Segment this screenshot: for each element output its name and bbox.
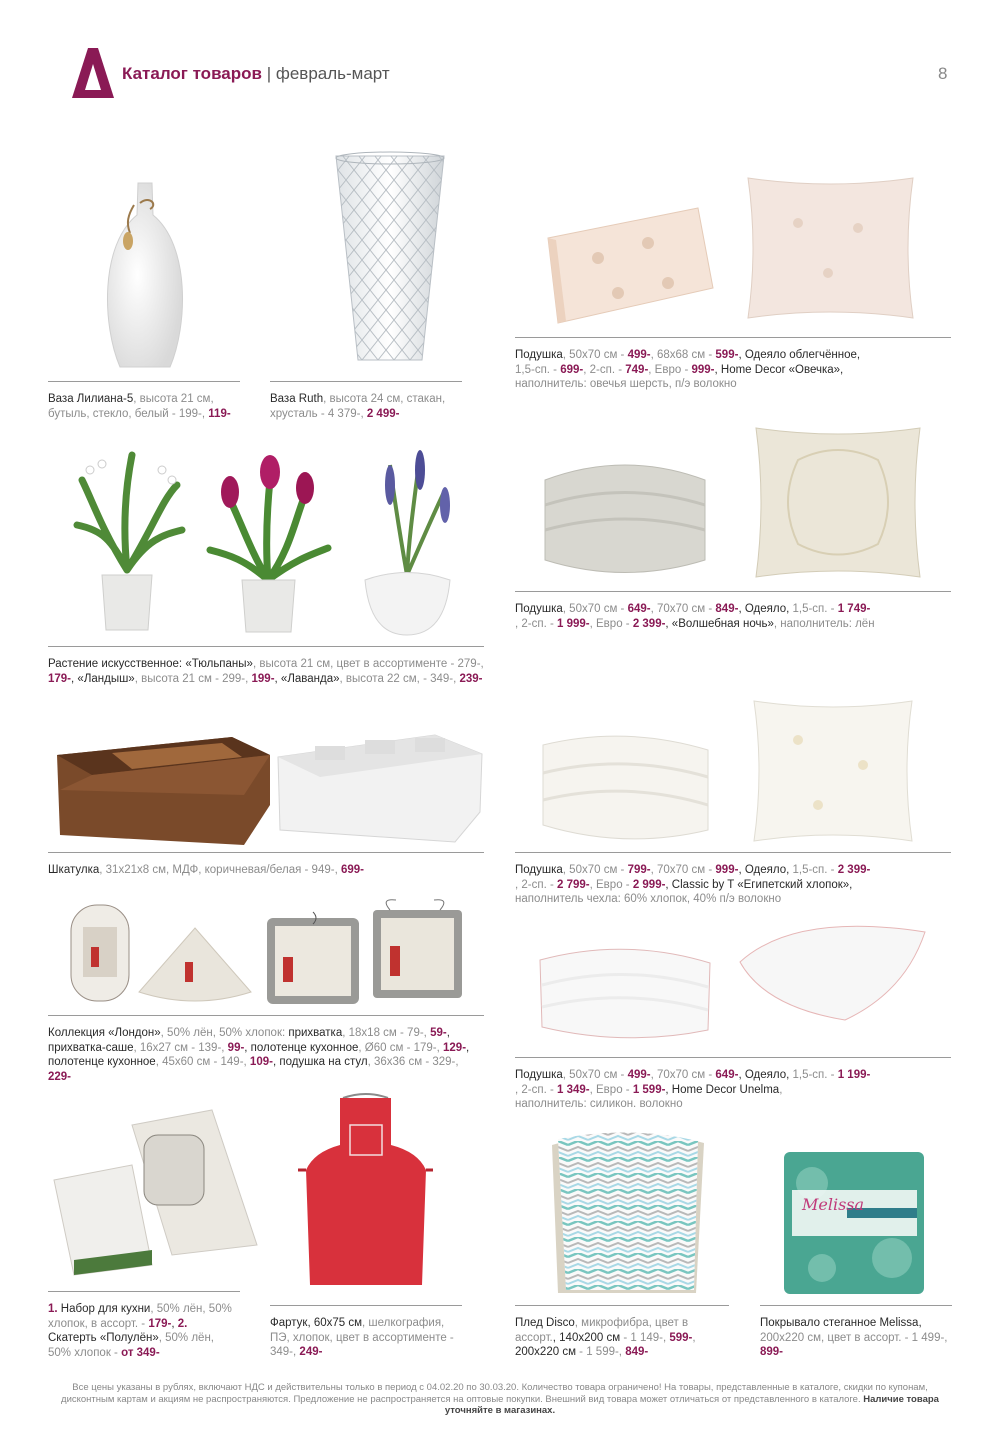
- divider: [515, 337, 951, 338]
- pillow-volshebnaya-noch-image: [748, 420, 928, 585]
- caption-text: ,: [171, 1317, 178, 1330]
- caption-text: 59-: [430, 1027, 447, 1039]
- plaid-disco-image: [548, 1125, 708, 1295]
- plant-landysh-image: [62, 440, 192, 635]
- caption-pillow-volshebnaya-noch: [515, 602, 935, 631]
- caption-text: , подушка на стул: [272, 1056, 368, 1069]
- caption-text: , 2-сп. -: [515, 878, 558, 891]
- caption-plants: [48, 657, 484, 686]
- caption-text: Растение искусственное: «Тюльпаны»: [48, 658, 253, 670]
- caption-text: , высота 22 см, - 349-,: [339, 672, 460, 685]
- caption-plaid-disco: [515, 1316, 729, 1360]
- caption-text: , Евро -: [648, 363, 692, 376]
- caption-text: Подушка: [515, 603, 563, 615]
- footer-bold: Наличие товара уточняйте в магазинах.: [444, 1393, 939, 1416]
- divider: [515, 852, 951, 853]
- caption-text: 2 399-: [837, 864, 871, 876]
- caption-text: 1 199-: [837, 1069, 871, 1081]
- caption-text: , 70х70 см -: [650, 603, 716, 615]
- caption-text: 2 399-: [632, 617, 666, 630]
- caption-kitchen-set: [48, 1302, 236, 1360]
- header-title: Каталог товаров: [122, 64, 262, 83]
- divider: [48, 1291, 240, 1292]
- london-towel-round-image: [135, 922, 255, 1010]
- caption-text: , прихватка-саше: [48, 1027, 450, 1054]
- caption-text: , высота 21 см - 299-,: [134, 672, 252, 685]
- london-oven-mitt-image: [65, 897, 135, 1005]
- caption-text: 2 499-: [366, 407, 400, 420]
- divider: [515, 1305, 729, 1306]
- caption-text: , 140х200 см: [552, 1331, 621, 1344]
- divider: [515, 591, 951, 592]
- caption-text: Скатерть «Полулён»: [48, 1332, 159, 1345]
- caption-vase-ruth: [270, 392, 460, 421]
- plant-lavanda-image: [345, 445, 470, 635]
- caption-text: Шкатулка: [48, 864, 100, 876]
- footer-disclaimer: [60, 1382, 940, 1417]
- box-brown-image: [52, 735, 274, 847]
- caption-text: ,: [918, 1317, 922, 1329]
- pillow-egyptian-cotton-image: [748, 695, 918, 847]
- caption-text: , наполнитель: лён: [773, 617, 875, 630]
- divider: [515, 1057, 951, 1058]
- caption-text: ,: [779, 1083, 783, 1096]
- plant-tulips-image: [200, 440, 335, 635]
- caption-text: Набор для кухни: [57, 1303, 151, 1315]
- divider: [760, 1305, 952, 1306]
- caption-text: 1,5-сп. -: [515, 363, 561, 376]
- caption-text: Фартук, 60х75 см: [270, 1317, 363, 1329]
- box-white-image: [275, 732, 485, 844]
- caption-text: наполнитель: силикон. волокно: [515, 1098, 683, 1111]
- kitchen-set-image: [52, 1105, 267, 1275]
- caption-text: 1,5-сп. -: [792, 1069, 838, 1081]
- caption-text: 1.: [48, 1303, 58, 1315]
- caption-text: , 70х70 см -: [650, 864, 716, 876]
- london-potholder-image: [263, 912, 363, 1007]
- caption-text: Подушка: [515, 349, 563, 361]
- vase-liliana-image: [90, 175, 200, 375]
- caption-london-collection: [48, 1026, 484, 1084]
- caption-text: 499-: [627, 349, 651, 361]
- caption-text: 849-: [625, 1346, 649, 1359]
- caption-text: 799-: [627, 864, 651, 876]
- caption-text: , 50% лён, 50% хлопок, в ассорт. -: [48, 1303, 232, 1330]
- caption-text: , 31х21х8 см, МДФ, коричневая/белая - 949-,: [99, 864, 341, 876]
- caption-text: 200х220 см: [515, 1346, 576, 1359]
- caption-pillow-ovechka: [515, 348, 935, 392]
- page-header: [122, 64, 390, 84]
- caption-text: 249-: [299, 1346, 323, 1359]
- apron-image: [298, 1090, 433, 1290]
- caption-text: 649-: [627, 603, 651, 615]
- caption-text: , Евро -: [589, 1083, 633, 1096]
- divider: [48, 381, 240, 382]
- brand-logo: [72, 48, 114, 98]
- caption-text: 1 749-: [837, 603, 871, 615]
- caption-text: , полотенце кухонное: [48, 1041, 470, 1069]
- caption-text: 1 349-: [557, 1083, 590, 1096]
- caption-text: , 18х18 см - 79-,: [342, 1027, 431, 1039]
- bedspread-melissa-image: [782, 1148, 927, 1298]
- caption-text: 999-: [715, 864, 739, 876]
- caption-text: , высота 21 см, бутыль, стекло, белый - 199-,: [48, 393, 214, 420]
- blanket-egyptian-cotton-image: [533, 725, 718, 850]
- caption-text: 99-: [227, 1041, 245, 1054]
- caption-bedspread-melissa: [760, 1316, 955, 1360]
- caption-text: , 50% лён, 50% хлопок -: [48, 1332, 214, 1359]
- caption-text: 119-: [208, 407, 231, 420]
- caption-text: , 45х60 см - 149-,: [155, 1056, 250, 1069]
- caption-text: 2 999-: [632, 878, 666, 891]
- caption-text: , 16х27 см - 139-,: [133, 1041, 228, 1054]
- caption-text: , Евро -: [589, 878, 633, 891]
- caption-pillow-egyptian-cotton: [515, 863, 935, 907]
- caption-text: , микрофибра, цвет в ассорт.: [515, 1317, 689, 1344]
- caption-text: , Одеяло,: [738, 1069, 793, 1081]
- caption-text: Ваза Ruth: [270, 393, 324, 405]
- caption-text: 179-: [148, 1317, 172, 1330]
- caption-box: [48, 863, 484, 878]
- caption-text: 749-: [625, 363, 649, 376]
- blanket-unelma-image: [530, 935, 720, 1047]
- london-chair-cushion-image: [370, 896, 465, 1000]
- page-number: 8: [938, 64, 948, 83]
- caption-text: , Евро -: [589, 617, 633, 630]
- caption-text: , Одеяло облегчённое,: [738, 349, 861, 361]
- caption-text: Подушка: [515, 1069, 563, 1081]
- blanket-volshebnaya-noch-image: [535, 450, 715, 585]
- caption-text: , 70х70 см -: [650, 1069, 716, 1081]
- caption-text: - 1 149-,: [620, 1331, 670, 1344]
- caption-text: , 50х70 см -: [562, 864, 628, 876]
- caption-text: , Home Decor Unelma: [665, 1083, 780, 1096]
- caption-vase-liliana: [48, 392, 243, 421]
- caption-text: , Ø60 см - 179-,: [358, 1041, 444, 1054]
- caption-text: 649-: [715, 1069, 739, 1081]
- pillow-ovechka-image: [738, 168, 923, 328]
- caption-text: , полотенце кухонное: [244, 1041, 359, 1054]
- vase-ruth-image: [330, 150, 450, 370]
- caption-text: 129-: [443, 1041, 467, 1054]
- caption-text: 1,5-сп. -: [792, 603, 838, 615]
- caption-text: наполнитель: овечья шерсть, п/э волокно: [515, 378, 737, 391]
- caption-text: 1,5-сп. -: [792, 864, 838, 876]
- caption-text: 599-: [669, 1331, 693, 1344]
- caption-text: 699-: [560, 363, 584, 376]
- caption-text: наполнитель чехла: 60% хлопок, 40% п/э волокно: [515, 893, 782, 906]
- caption-text: 499-: [627, 1069, 651, 1081]
- divider: [48, 646, 484, 647]
- caption-text: Коллекция «Лондон»: [48, 1027, 161, 1039]
- caption-text: , 68х68 см -: [650, 349, 716, 361]
- blanket-ovechka-image: [528, 198, 718, 328]
- caption-text: Подушка: [515, 864, 563, 876]
- divider: [270, 1305, 462, 1306]
- caption-text: от 349-: [121, 1346, 160, 1359]
- caption-text: 599-: [715, 349, 739, 361]
- divider: [48, 852, 484, 853]
- caption-text: 200х220 см, цвет в ассорт. - 1 499-,: [760, 1331, 948, 1344]
- caption-text: , 50х70 см -: [562, 1069, 628, 1081]
- header-subtitle: февраль-март: [275, 64, 390, 83]
- caption-text: 199-: [251, 672, 275, 685]
- divider: [270, 381, 462, 382]
- caption-text: - 1 599-,: [575, 1346, 626, 1359]
- caption-text: , Classic by T «Египетский хлопок»,: [665, 878, 853, 891]
- caption-text: , 2-сп. -: [515, 1083, 558, 1096]
- caption-pillow-unelma: [515, 1068, 935, 1112]
- caption-text: , высота 24 см, стакан, хрусталь - 4 379-,: [270, 393, 446, 420]
- caption-text: , «Ландыш»: [71, 672, 135, 685]
- caption-text: Плед Disco: [515, 1317, 575, 1329]
- caption-text: , шелкография, ПЭ, хлопок, цвет в ассортименте - 349-,: [270, 1317, 454, 1359]
- caption-text: , 50х70 см -: [562, 603, 628, 615]
- caption-text: , 36х36 см - 329-,: [367, 1056, 459, 1069]
- caption-text: 179-: [48, 672, 72, 685]
- caption-text: , 50х70 см -: [562, 349, 628, 361]
- caption-text: , 50% лён, 50% хлопок:: [160, 1027, 289, 1039]
- caption-text: 229-: [48, 1070, 72, 1083]
- caption-text: Ваза Лилиана-5: [48, 393, 134, 405]
- caption-text: , Одеяло,: [738, 603, 793, 615]
- caption-text: 999-: [691, 363, 715, 376]
- caption-text: 1 599-: [632, 1083, 666, 1096]
- caption-text: 899-: [760, 1346, 784, 1359]
- caption-text: 2 799-: [557, 878, 590, 891]
- caption-text: , 2-сп. -: [515, 617, 558, 630]
- bedspread-label-text: Melissa: [802, 1195, 865, 1214]
- caption-text: , 2-сп. -: [583, 363, 626, 376]
- caption-text: 849-: [715, 603, 739, 615]
- caption-apron: [270, 1316, 462, 1360]
- caption-text: прихватка: [288, 1027, 343, 1039]
- footer-text: Все цены указаны в рублях, включают НДС и действительны только в период с 04.02.20 по 30.03.20. Количество товара ограничено! На товары, представленные в каталоге, скидки по купонам, дисконтным картам и акциям не распространяются. Предложение не распространяется на оптовые покупки. Внешний вид товара может отличаться от представленного в каталоге.: [61, 1382, 928, 1405]
- caption-text: , Home Decor «Овечка»,: [714, 363, 844, 376]
- caption-text: 109-: [249, 1056, 273, 1069]
- divider: [48, 1015, 484, 1016]
- caption-text: , «Лаванда»: [274, 672, 340, 685]
- caption-text: Покрывало стеганное Melissa: [760, 1317, 919, 1329]
- caption-text: , «Волшебная ночь»: [665, 617, 774, 630]
- caption-text: , высота 21 см, цвет в ассортименте - 279-,: [252, 658, 484, 670]
- caption-text: , Одеяло,: [738, 864, 793, 876]
- caption-text: ,: [692, 1331, 696, 1344]
- caption-text: 1 999-: [557, 617, 590, 630]
- caption-text: 239-: [459, 672, 483, 685]
- pillow-unelma-image: [735, 912, 930, 1022]
- caption-text: 699-: [340, 864, 364, 876]
- header-separator: |: [261, 64, 276, 83]
- caption-text: 2.: [177, 1317, 188, 1330]
